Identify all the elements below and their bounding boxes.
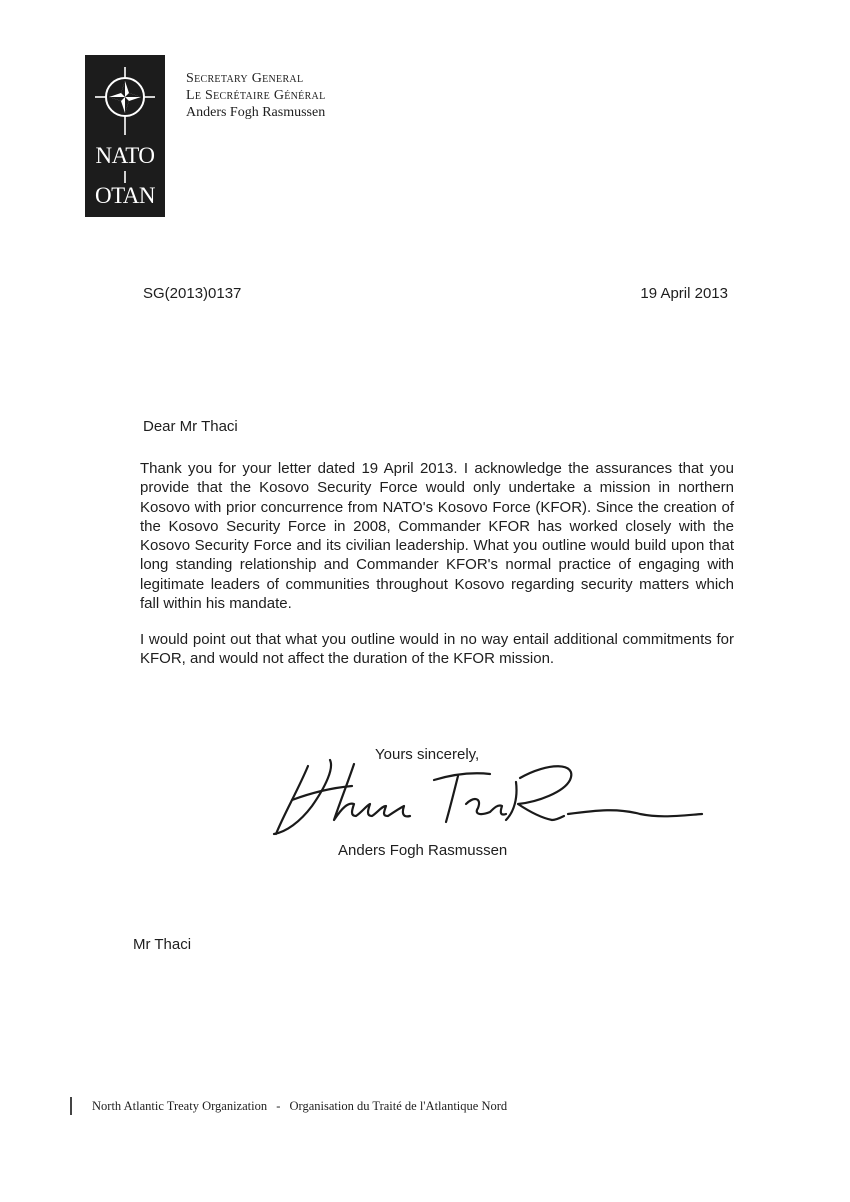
letterhead-title-fr: Le Secrétaire Général — [186, 88, 326, 103]
footer-org-en: North Atlantic Treaty Organization — [92, 1099, 268, 1113]
logo-nato-text: NATO — [95, 143, 155, 168]
footer-org-fr: Organisation du Traité de l'Atlantique Nord — [289, 1099, 508, 1113]
signer-name: Anders Fogh Rasmussen — [338, 842, 508, 859]
letter-date: 19 April 2013 — [640, 285, 728, 302]
closing: Yours sincerely, — [375, 746, 480, 763]
body-paragraph-2: I would point out that what you outline would in no way entail additional commitments for KFOR, and would not affect the duration of the KFOR mission. — [140, 631, 734, 668]
recipient: Mr Thaci — [133, 936, 192, 953]
letterhead-name: Anders Fogh Rasmussen — [186, 105, 326, 120]
body-paragraph-1: Thank you for your letter dated 19 April 2013. I acknowledge the assurances that you provide that the Kosovo Security Force would only undertake a mission in northern Kosovo with prior concurrence from NATO's Kosovo Force (KFOR). Since the creation of the Kosovo Security Force in 2008, Commander KFOR has worked closely with the Kosovo Security Force and its civilian leadership. What you outline would build upon that long standing relationship and Commander KFOR's normal practice of engaging with legitimate leaders of communities throughout Kosovo regarding security matters which fall within his mandate. — [140, 460, 734, 613]
logo-otan-text: OTAN — [94, 183, 156, 208]
footer-mark — [70, 1097, 72, 1115]
reference-number: SG(2013)0137 — [143, 285, 242, 302]
handwritten-signature-icon — [268, 754, 718, 844]
footer-separator: - — [276, 1099, 281, 1113]
nato-logo — [85, 55, 165, 217]
greeting: Dear Mr Thaci — [143, 418, 238, 435]
letterhead-title-en: Secretary General — [186, 71, 304, 86]
footer — [92, 1099, 507, 1114]
